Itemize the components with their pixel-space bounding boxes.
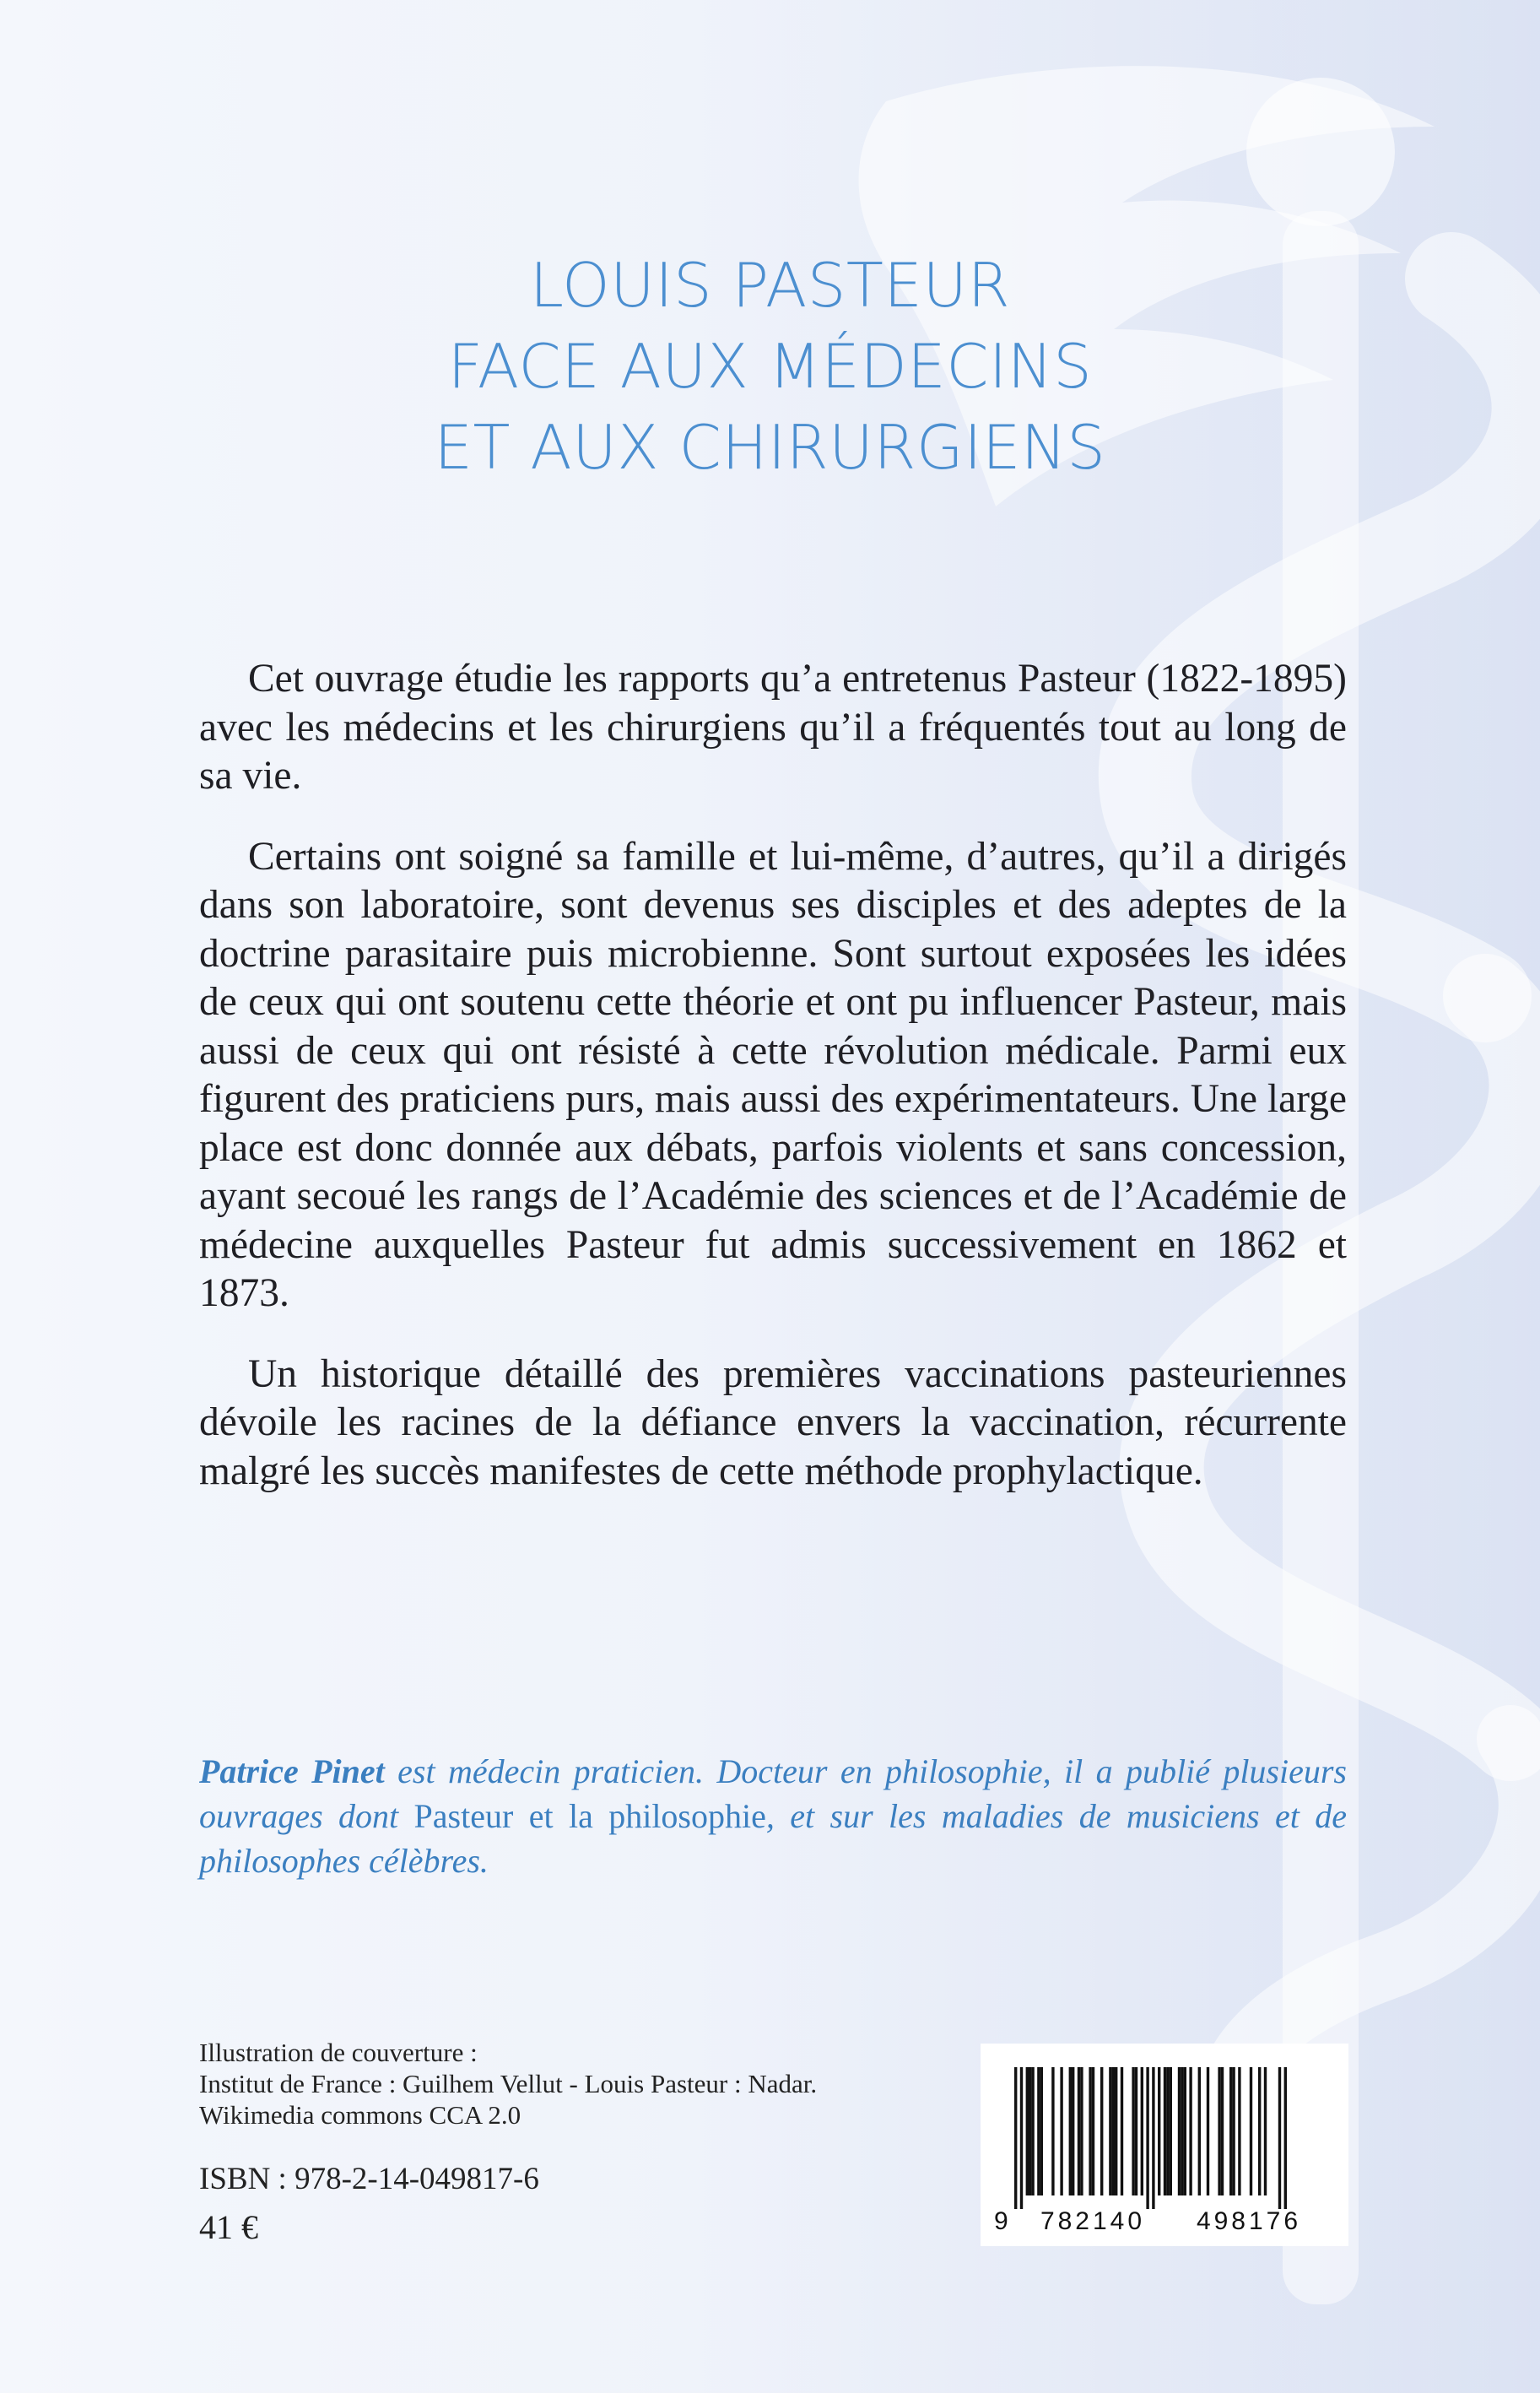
back-cover-blurb <box>199 655 1347 1528</box>
barcode-bar <box>1031 2067 1034 2195</box>
isbn: ISBN : 978-2-14-049817-6 <box>199 2162 539 2196</box>
price: 41 € <box>199 2208 258 2246</box>
barcode-bar <box>1218 2067 1220 2195</box>
barcode <box>981 2044 1348 2246</box>
title-line-1: LOUIS PASTEUR <box>529 250 1011 321</box>
barcode-bar <box>1014 2067 1017 2209</box>
barcode-bar <box>1181 2067 1183 2195</box>
barcode-bar <box>1232 2067 1235 2195</box>
barcode-bar <box>1029 2067 1031 2195</box>
barcode-bar <box>1040 2067 1043 2195</box>
barcode-bar <box>1026 2067 1029 2195</box>
barcode-bar <box>1278 2067 1281 2209</box>
barcode-bar <box>1178 2067 1181 2195</box>
barcode-bar <box>1051 2067 1054 2195</box>
illustration-credits <box>199 2037 959 2130</box>
barcode-bar <box>1112 2067 1115 2195</box>
barcode-bar <box>1141 2067 1143 2195</box>
title-line-3: ET AUX CHIRURGIENS <box>434 412 1106 483</box>
barcode-bar <box>1164 2067 1166 2195</box>
title-line-2: FACE AUX MÉDECINS <box>447 331 1093 402</box>
barcode-bar <box>1109 2067 1111 2195</box>
credit-line-1: Illustration de couverture : <box>199 2038 478 2067</box>
blurb-paragraph-2: Certains ont soigné sa famille et lui-même, d’autres, qu’il a dirigés dans son laboratoire, sont devenus ses disciples et des adeptes de la doctrine parasitaire puis microbienne. Sont surtout exposées les idées de ceux qui ont soutenu cette théorie et ont pu influencer Pasteur, mais aussi de ceux qui ont résisté à cette révolution médicale. Parmi eux figurent des praticiens purs, mais aussi des expérimentateurs. Une large place est donc donnée aux débats, parfois violents et sans concession, ayant secoué les rangs de l’Académie des sciences et de l’Académie de médecine auxquelles Pasteur fut admis successivement en 1862 et 1873. <box>199 834 1347 1315</box>
barcode-bar <box>1089 2067 1091 2195</box>
barcode-bar <box>1207 2067 1209 2195</box>
author-bio-text-1: est médecin praticien. Docteur en philosophie, il a publié plusieurs ouvrages dont <box>199 1752 1348 1835</box>
author-work-title: Pasteur et la philosophie <box>413 1797 766 1835</box>
barcode-bar <box>1166 2067 1169 2195</box>
barcode-bar <box>1198 2067 1201 2195</box>
barcode-bar <box>1092 2067 1094 2195</box>
barcode-digit-group-right: 498176 <box>1196 2207 1302 2235</box>
barcode-digit-group-left: 782140 <box>1040 2207 1146 2235</box>
barcode-bar <box>1115 2067 1117 2195</box>
barcode-bar <box>1121 2067 1123 2195</box>
barcode-bar <box>1184 2067 1186 2195</box>
credit-line-2: Institut de France : Guilhem Vellut - Louis Pasteur : Nadar. <box>199 2069 818 2098</box>
author-name: Patrice Pinet <box>199 1752 385 1790</box>
book-title <box>0 245 1540 488</box>
credit-line-3: Wikimedia commons CCA 2.0 <box>199 2100 521 2130</box>
barcode-digit-lead: 9 <box>994 2207 1008 2235</box>
author-bio <box>199 1749 1347 1883</box>
barcode-bar <box>1020 2067 1023 2209</box>
barcode-bar <box>1078 2067 1080 2195</box>
blurb-paragraph-1: Cet ouvrage étudie les rapports qu’a entretenus Pasteur (1822-1895) avec les médecins et les chirurgiens qu’il a fréquentés tout au long de sa vie. <box>199 657 1347 798</box>
author-bio-text-2: , et sur les maladies de musiciens et de philosophes célèbres. <box>199 1797 1347 1880</box>
barcode-bar <box>1135 2067 1137 2195</box>
barcode-bar <box>1258 2067 1261 2195</box>
barcode-bar <box>1080 2067 1083 2195</box>
barcode-bar <box>1060 2067 1062 2195</box>
barcode-bar <box>1229 2067 1232 2195</box>
barcode-bar <box>1132 2067 1134 2195</box>
barcode-bar <box>1170 2067 1172 2195</box>
barcode-bar <box>1072 2067 1074 2195</box>
barcode-bar <box>1100 2067 1103 2195</box>
barcode-bar <box>1221 2067 1224 2195</box>
barcode-bar <box>1264 2067 1267 2195</box>
barcode-bars <box>981 2044 1348 2246</box>
barcode-bar <box>1152 2067 1154 2209</box>
barcode-bar <box>1069 2067 1072 2195</box>
blurb-paragraph-3: Un historique détaillé des premières vaccinations pasteuriennes dévoile les racines de la défiance envers la vaccination, récurrente malgré les succès manifestes de cette méthode prophylactique. <box>199 1351 1347 1493</box>
barcode-bar <box>1238 2067 1240 2195</box>
barcode-bar <box>1189 2067 1191 2195</box>
barcode-bar <box>1250 2067 1252 2195</box>
barcode-bar <box>1158 2067 1160 2195</box>
barcode-bar <box>1146 2067 1148 2209</box>
barcode-bar <box>1284 2067 1287 2209</box>
barcode-bar <box>1037 2067 1040 2195</box>
